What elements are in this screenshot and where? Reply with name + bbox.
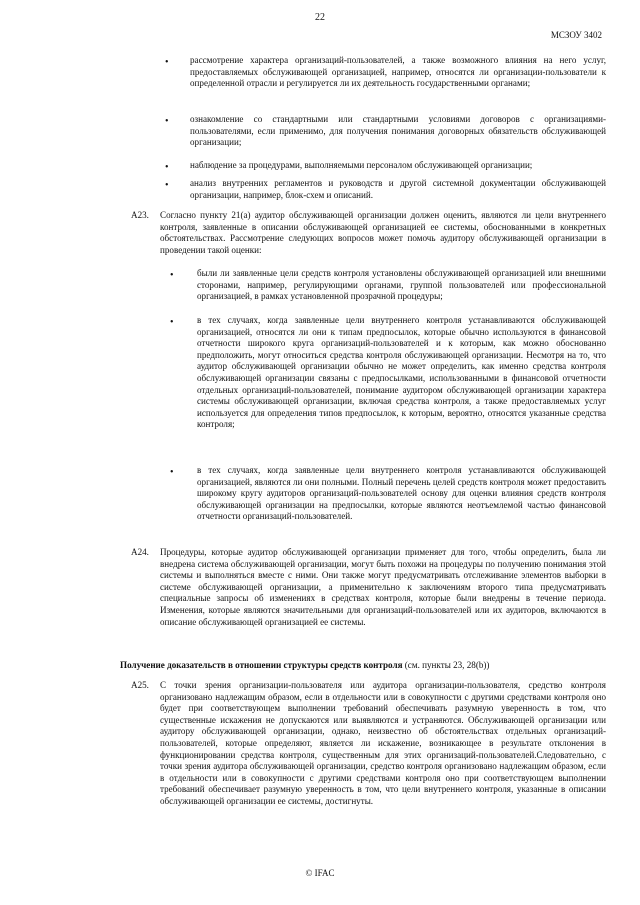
paragraph-label-a24: A24. — [131, 547, 149, 557]
document-id: МСЗОУ 3402 — [550, 30, 602, 40]
paragraph-a25: С точки зрения организации-пользователя или аудитора организации-пользователя, средство контроля организовано надлежащим образом, если в отдельности или в совокупности с другими средствами контроля оно будет при соответствующем выполнении требований обеспечивать разумную уверенность в том, что существенные искажения не допускаются или выявляются и устраняются. Обслуживающей организации или аудитору обслуживающей организации, однако, неизвестно об обстоятельствах отдельных организаций-пользователей, которые определяют, является ли искажение, возникающее в результате отклонения в функционировании средства контроля, существенным для этих организаций-пользователей.Следовательно, с точки зрения аудитора обслуживающей организации, средство контроля организовано надлежащим образом, если в отдельности или в совокупности с другими средствами контроля оно при соответствующем выполнении требований обеспечивает разумную уверенность в том, что цели внутреннего контроля, указанные в описании обслуживающей организации ее системы, достигнуты. — [160, 680, 606, 806]
bullet-text: были ли заявленные цели средств контроля установлены обслуживающей организацией или внешними сторонами, например, регулирующими органами, группой пользователей или профессиональной организацией, в рамках установленной прозрачной процедуры; — [197, 268, 606, 302]
copyright-footer: © IFAC — [305, 868, 335, 878]
bullet-text: в тех случаях, когда заявленные цели внутреннего контроля устанавливаются обслуживающей организацией, являются ли они полными. Полный перечень целей средств контроля может предоставить широкому кругу аудиторов организаций-пользователей основу для оценки влияния средств контроля обслуживающей организации на предпосылки, которые являются неотъемлемой частью финансовой отчетности организаций-пользователей. — [197, 465, 606, 522]
paragraph-a23: Согласно пункту 21(a) аудитор обслуживающей организации должен оценить, являются ли цели внутреннего контроля, заявленные в описании обслуживающей организацией ее системы, обоснованными в конкретных обстоятельствах. Рассмотрение следующих вопросов может помочь аудитору обслуживающей организации в проведении такой оценки: — [160, 210, 606, 255]
bullet-marker: • — [165, 180, 169, 191]
bullet-text: в тех случаях, когда заявленные цели внутреннего контроля устанавливаются обслуживающей организацией, относятся ли они к типам предпосылок, которые обычно используются в финансовой отчетности широкого круга организаций-пользователей и к которым, как можно обоснованно предположить, могут относиться средства контроля обслуживающей организации. Несмотря на то, что аудитор обслуживающей организации обычно не может определить, как именно средства контроля обслуживающей организации связаны с предпосылками, использованными в финансовой отчетности отдельных организаций-пользователей, понимание аудитором обслуживающей организации характера системы обслуживающей организации, включая средства контроля, а также предоставляемых услуг используется для определения типов предпосылок, к которым, вероятно, относятся указанные средства контроля; — [197, 315, 606, 430]
paragraph-label-a25: A25. — [131, 680, 149, 690]
bullet-marker: • — [170, 317, 174, 328]
paragraph-label-a23: A23. — [131, 210, 149, 220]
bullet-text: ознакомление со стандартными или стандартными условиями договоров с организациями-пользователями, если применимо, для получения понимания договорных обязательств обслуживающей организации; — [190, 114, 606, 148]
page-number: 22 — [315, 12, 325, 23]
bullet-marker: • — [165, 57, 169, 68]
bullet-marker: • — [165, 162, 169, 173]
bullet-text: анализ внутренних регламентов и руководств и другой системной документации обслуживающей организации, например, блок-схем и описаний. — [190, 178, 606, 200]
section-reference: (см. пункты 23, 28(b)) — [404, 660, 490, 670]
bullet-text: рассмотрение характера организаций-пользователей, а также возможного влияния на него услуг, предоставляемых обслуживающей организацией, например, относятся ли организации-пользователи к определенной отрасли и регулируется ли их деятельность государственными органами; — [190, 55, 606, 89]
section-title: Получение доказательств в отношении структуры средств контроля — [120, 660, 403, 670]
bullet-marker: • — [170, 467, 174, 478]
bullet-text: наблюдение за процедурами, выполняемыми персоналом обслуживающей организации; — [190, 160, 533, 170]
paragraph-a24: Процедуры, которые аудитор обслуживающей организации применяет для того, чтобы определить, была ли внедрена система обслуживающей организации, могут быть похожи на процедуры по получению понимания этой системы и выполняться вместе с ними. Они также могут предусматривать отслеживание элементов выборки в системе обслуживающей организации, а применительно к заключениям второго типа предусматривать специальные запросы об изменениях в средствах контроля, которые были внедрены в течение периода. Изменения, которые являются значительными для организаций-пользователей или их аудиторов, включаются в описание обслуживающей организацией ее системы. — [160, 547, 606, 627]
bullet-marker: • — [165, 116, 169, 127]
section-heading — [120, 660, 600, 672]
bullet-marker: • — [170, 270, 174, 281]
